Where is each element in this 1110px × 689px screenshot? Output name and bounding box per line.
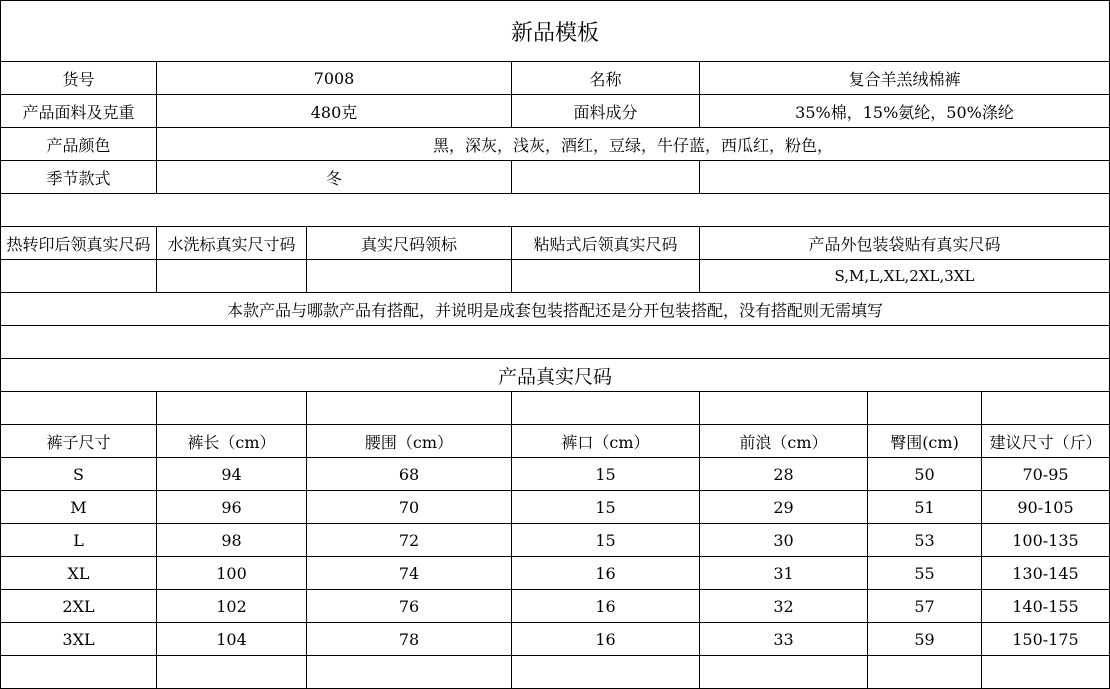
- size-table-cell-size: 3XL: [0, 623, 157, 656]
- size-table-cell-length: 94: [157, 458, 307, 491]
- size-table-cell-length: 98: [157, 524, 307, 557]
- size-table-header-weight: 建议尺寸（斤）: [982, 425, 1110, 458]
- size-table-cell-hem: 15: [512, 491, 700, 524]
- spacer-row: [0, 194, 1110, 227]
- heat-transfer-value: [0, 260, 157, 293]
- fabric-weight-value: 480克: [157, 95, 512, 128]
- size-table-blank-cell: [982, 392, 1110, 425]
- size-table-cell-waist: 72: [307, 524, 512, 557]
- colors-label: 产品颜色: [0, 128, 157, 161]
- size-table-blank-cell: [307, 392, 512, 425]
- item-no-value: 7008: [157, 62, 512, 95]
- item-no-label: 货号: [0, 62, 157, 95]
- size-table-cell-length: 96: [157, 491, 307, 524]
- size-table-cell-front-rise: 28: [700, 458, 868, 491]
- size-table-cell-weight: 150-175: [982, 623, 1110, 656]
- size-table-cell-length: 102: [157, 590, 307, 623]
- matching-note: 本款产品与哪款产品有搭配，并说明是成套包装搭配还是分开包装搭配，没有搭配则无需填写: [0, 293, 1110, 326]
- spacer-row-2: [0, 326, 1110, 359]
- size-table-cell-size: L: [0, 524, 157, 557]
- size-table-cell-waist: 74: [307, 557, 512, 590]
- size-table-cell-hip: 50: [868, 458, 982, 491]
- sticker-header: 粘贴式后领真实尺码: [512, 227, 700, 260]
- size-table-cell-weight: 140-155: [982, 590, 1110, 623]
- size-table-blank-cell: [700, 392, 868, 425]
- colors-value: 黑，深灰，浅灰，酒红，豆绿，牛仔蓝，西瓜红，粉色，: [157, 128, 1110, 161]
- size-table-cell-waist: 76: [307, 590, 512, 623]
- size-table-header-waist: 腰围（cm）: [307, 425, 512, 458]
- size-table-blank-cell: [700, 656, 868, 689]
- fabric-weight-label: 产品面料及克重: [0, 95, 157, 128]
- size-collar-value: [307, 260, 512, 293]
- size-table-cell-hip: 51: [868, 491, 982, 524]
- composition-value: 35%棉，15%氨纶，50%涤纶: [700, 95, 1110, 128]
- size-table-blank-cell: [157, 656, 307, 689]
- season-value: 冬: [157, 161, 512, 194]
- wash-label-header: 水洗标真实尺寸码: [157, 227, 307, 260]
- size-table-blank-cell: [512, 392, 700, 425]
- size-table-blank-cell: [0, 392, 157, 425]
- package-sizes-value: S,M,L,XL,2XL,3XL: [700, 260, 1110, 293]
- size-table-header-hem: 裤口（cm）: [512, 425, 700, 458]
- size-table-cell-hem: 16: [512, 590, 700, 623]
- size-table-cell-hem: 15: [512, 458, 700, 491]
- sticker-value: [512, 260, 700, 293]
- size-table-cell-hem: 15: [512, 524, 700, 557]
- heat-transfer-header: 热转印后领真实尺码: [0, 227, 157, 260]
- size-table-cell-length: 100: [157, 557, 307, 590]
- size-table-cell-size: 2XL: [0, 590, 157, 623]
- season-empty-2: [700, 161, 1110, 194]
- size-table-cell-size: S: [0, 458, 157, 491]
- size-table-header-front-rise: 前浪（cm）: [700, 425, 868, 458]
- size-table-header-hip: 臀围(cm): [868, 425, 982, 458]
- size-table-cell-hip: 55: [868, 557, 982, 590]
- size-table-blank-cell: [307, 656, 512, 689]
- size-table-cell-front-rise: 29: [700, 491, 868, 524]
- size-table-cell-front-rise: 32: [700, 590, 868, 623]
- size-table-cell-front-rise: 33: [700, 623, 868, 656]
- size-table-blank-cell: [0, 656, 157, 689]
- size-table-cell-front-rise: 31: [700, 557, 868, 590]
- size-table-cell-hem: 16: [512, 623, 700, 656]
- size-table-blank-cell: [868, 392, 982, 425]
- size-table-header-size: 裤子尺寸: [0, 425, 157, 458]
- size-table-cell-weight: 130-145: [982, 557, 1110, 590]
- size-table-cell-hem: 16: [512, 557, 700, 590]
- name-label: 名称: [512, 62, 700, 95]
- size-table-cell-hip: 57: [868, 590, 982, 623]
- season-label: 季节款式: [0, 161, 157, 194]
- composition-label: 面料成分: [512, 95, 700, 128]
- size-table-cell-weight: 100-135: [982, 524, 1110, 557]
- size-table-cell-waist: 70: [307, 491, 512, 524]
- size-table-cell-front-rise: 30: [700, 524, 868, 557]
- package-header: 产品外包装袋贴有真实尺码: [700, 227, 1110, 260]
- size-table-cell-weight: 90-105: [982, 491, 1110, 524]
- size-table-cell-weight: 70-95: [982, 458, 1110, 491]
- size-table-cell-waist: 78: [307, 623, 512, 656]
- size-table-cell-length: 104: [157, 623, 307, 656]
- size-table-cell-hip: 53: [868, 524, 982, 557]
- size-table-blank-cell: [512, 656, 700, 689]
- size-table-cell-size: XL: [0, 557, 157, 590]
- size-table-cell-waist: 68: [307, 458, 512, 491]
- size-collar-header: 真实尺码领标: [307, 227, 512, 260]
- size-table-blank-cell: [157, 392, 307, 425]
- wash-label-value: [157, 260, 307, 293]
- season-empty-1: [512, 161, 700, 194]
- size-table-blank-cell: [868, 656, 982, 689]
- size-table-blank-cell: [982, 656, 1110, 689]
- size-table-cell-size: M: [0, 491, 157, 524]
- size-table-cell-hip: 59: [868, 623, 982, 656]
- size-section-title: 产品真实尺码: [0, 359, 1110, 392]
- size-table-header-length: 裤长（cm）: [157, 425, 307, 458]
- sheet-title: 新品模板: [0, 0, 1110, 62]
- name-value: 复合羊羔绒棉裤: [700, 62, 1110, 95]
